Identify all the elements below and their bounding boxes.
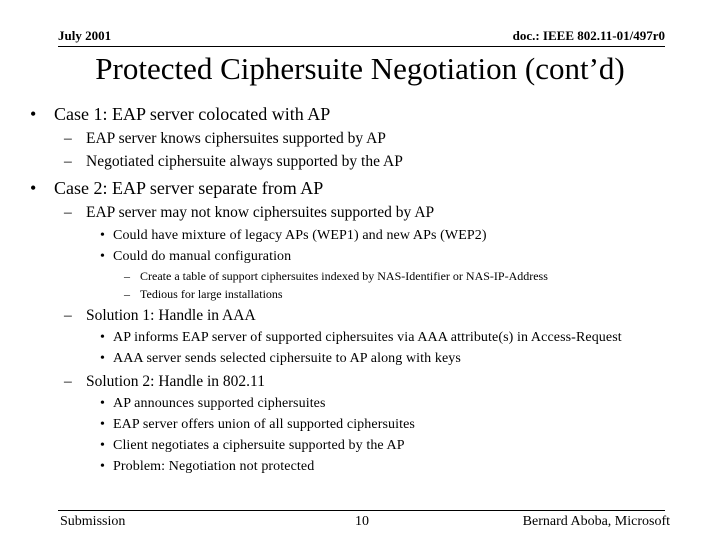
- bullet-marker: •: [30, 104, 37, 124]
- bullet-marker: •: [100, 249, 106, 264]
- footer-page-number: 10: [355, 514, 369, 529]
- header-date: July 2001: [58, 28, 112, 43]
- dash-marker: –: [124, 287, 130, 301]
- subitem-text: Solution 1: Handle in AAA: [86, 307, 256, 324]
- bullet-marker: •: [100, 396, 106, 411]
- bullet-marker: •: [100, 351, 106, 366]
- dash-marker: –: [64, 373, 72, 390]
- detail-text: AP informs EAP server of supported ciphersuites via AAA attribute(s) in Access-Request: [113, 330, 622, 345]
- bullet-marker: •: [30, 178, 37, 198]
- subitem-text: EAP server may not know ciphersuites supported by AP: [86, 204, 435, 221]
- dash-marker: –: [64, 204, 72, 221]
- manual-text: Create a table of support ciphersuites indexed by NAS-Identifier or NAS-IP-Address: [140, 269, 548, 283]
- detail-text: Could do manual configuration: [113, 249, 292, 264]
- slide-title: Protected Ciphersuite Negotiation (cont’d): [95, 51, 625, 86]
- detail-text: AP announces supported ciphersuites: [113, 396, 326, 411]
- subitem-text: EAP server knows ciphersuites supported by AP: [86, 130, 386, 147]
- footer-rule: [58, 510, 665, 511]
- header-rule: [58, 46, 665, 47]
- dash-marker: –: [64, 307, 72, 324]
- dash-marker: –: [64, 153, 72, 170]
- detail-text: Could have mixture of legacy APs (WEP1) and new APs (WEP2): [113, 228, 487, 243]
- bullet-marker: •: [100, 417, 106, 432]
- bullet-marker: •: [100, 438, 106, 453]
- bullet-marker: •: [100, 459, 106, 474]
- dash-marker: –: [64, 130, 72, 147]
- manual-text: Tedious for large installations: [140, 287, 283, 301]
- subitem-text: Negotiated ciphersuite always supported by the AP: [86, 153, 403, 170]
- detail-text: EAP server offers union of all supported ciphersuites: [113, 417, 415, 432]
- footer-author: Bernard Aboba, Microsoft: [522, 514, 670, 529]
- bullet-text: Case 1: EAP server colocated with AP: [54, 104, 331, 124]
- header-doc-id: doc.: IEEE 802.11-01/497r0: [512, 28, 665, 43]
- footer-submission: Submission: [60, 514, 126, 529]
- detail-text: AAA server sends selected ciphersuite to AP along with keys: [113, 351, 461, 366]
- detail-text: Client negotiates a ciphersuite supported by the AP: [113, 438, 405, 453]
- dash-marker: –: [124, 269, 130, 283]
- bullet-marker: •: [100, 330, 106, 345]
- bullet-marker: •: [100, 228, 106, 243]
- subitem-text: Solution 2: Handle in 802.11: [86, 373, 265, 390]
- bullet-text: Case 2: EAP server separate from AP: [54, 178, 324, 198]
- detail-text: Problem: Negotiation not protected: [113, 459, 315, 474]
